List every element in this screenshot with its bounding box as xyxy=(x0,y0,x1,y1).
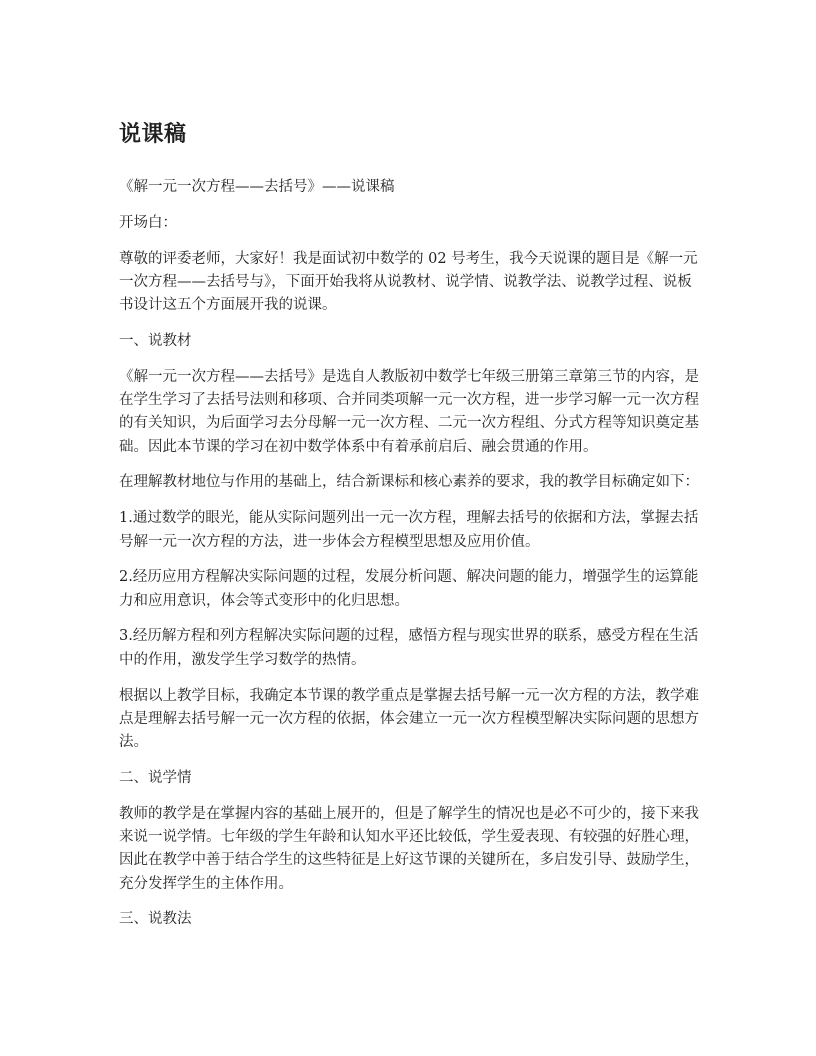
textbook-paragraph: 《解一元一次方程——去括号》是选自人教版初中数学七年级三册第三章第三节的内容，是在学生学习了去括号法则和移项、合并同类项解一元一次方程，进一步学习解一元一次方程的有关知识，为后面学习去分母解一元一次方程、二元一次方程组、分式方程等知识奠定基础。因此本节课的学习在初中数学体系中有着承前启后、融会贯通的作用。 xyxy=(119,368,699,455)
objective-item-2: 2.经历应用方程解决实际问题的过程，发展分析问题、解决问题的能力，增强学生的运算能力和应用意识，体会等式变形中的化归思想。 xyxy=(119,569,699,609)
opening-paragraph: 尊敬的评委老师，大家好！我是面试初中数学的 02 号考生，我今天说课的题目是《解一元一次方程——去括号与》，下面开始我将从说教材、说学情、说教学法、说教学过程、说板书设计这五个方面展开我的说课。 xyxy=(119,250,698,314)
objectives-intro-paragraph: 在理解教材地位与作用的基础上，结合新课标和核心素养的要求，我的教学目标确定如下： xyxy=(119,474,699,491)
objective-item-3: 3.经历解方程和列方程解决实际问题的过程，感悟方程与现实世界的联系，感受方程在生活中的作用，激发学生学习数学的热情。 xyxy=(119,628,699,668)
opening-label: 开场白： xyxy=(119,214,177,231)
document-title: 说课稿 xyxy=(119,122,187,147)
objective-item-1: 1.通过数学的眼光，能从实际问题列出一元一次方程，理解去括号的依据和方法，掌握去括号解一元一次方程的方法，进一步体会方程模型思想及应用价值。 xyxy=(119,510,699,550)
section-heading-students: 二、说学情 xyxy=(119,769,192,786)
key-points-paragraph: 根据以上教学目标，我确定本节课的教学重点是掌握去括号解一元一次方程的方法，教学难点是理解去括号解一元一次方程的依据，体会建立一元一次方程模型解决实际问题的思想方法。 xyxy=(119,687,699,751)
students-paragraph: 教师的教学是在掌握内容的基础上展开的，但是了解学生的情况也是必不可少的，接下来我来说一说学情。七年级的学生年龄和认知水平还比较低，学生爱表现、有较强的好胜心理，因此在教学中善于结合学生的这些特征是上好这节课的关键所在，多启发引导、鼓励学生，充分发挥学生的主体作用。 xyxy=(119,805,699,892)
section-heading-methods: 三、说教法 xyxy=(119,911,192,928)
document-body xyxy=(119,116,701,944)
subtitle-paragraph: 《解一元一次方程——去括号》——说课稿 xyxy=(119,179,395,195)
section-heading-textbook: 一、说教材 xyxy=(119,332,192,349)
